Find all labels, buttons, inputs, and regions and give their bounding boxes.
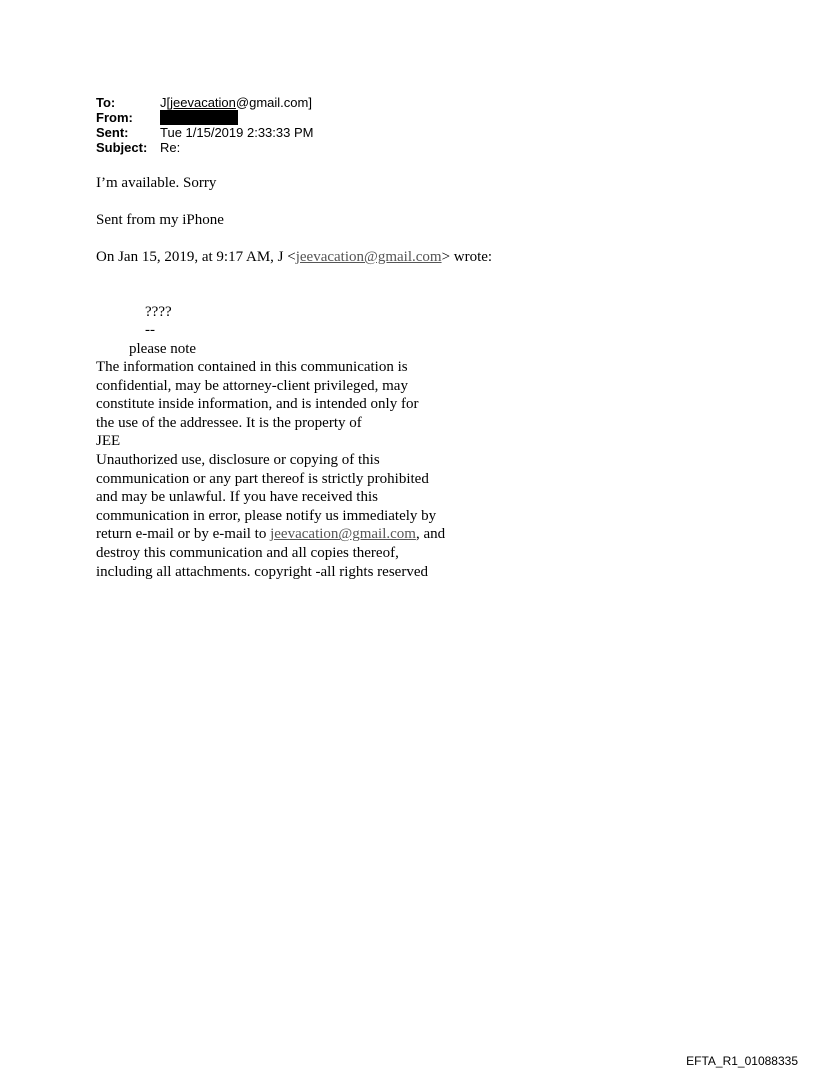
disclaimer-line: Unauthorized use, disclosure or copying of this <box>96 451 380 468</box>
disclaimer-line: constitute inside information, and is intended only for <box>96 396 419 413</box>
disclaimer-line-prefix: return e-mail or by e-mail to <box>96 526 271 543</box>
reply-text: I’m available. Sorry <box>96 175 217 191</box>
disclaimer-line: including all attachments. copyright -all rights reserved <box>96 563 428 580</box>
to-value <box>160 95 312 110</box>
disclaimer-line: communication or any part thereof is strictly prohibited <box>96 470 429 487</box>
quote-intro <box>96 248 492 266</box>
to-prefix: J[ <box>160 95 171 110</box>
from-row <box>96 110 313 125</box>
to-label: To: <box>96 95 116 110</box>
quoted-note: please note <box>129 341 197 357</box>
disclaimer-line: and may be unlawful. If you have received this <box>96 489 378 506</box>
sent-value: Tue 1/15/2019 2:33:33 PM <box>160 125 314 140</box>
disclaimer-line: destroy this communication and all copies thereof, <box>96 544 399 561</box>
disclaimer-line: confidential, may be attorney-client privileged, may <box>96 377 408 394</box>
sent-label: Sent: <box>96 125 129 140</box>
quote-intro-prefix: On Jan 15, 2019, at 9:17 AM, J < <box>96 249 296 265</box>
quote-intro-email-link[interactable]: jeevacation@gmail.com <box>295 249 442 265</box>
subject-row <box>96 140 313 155</box>
disclaimer-line: the use of the addressee. It is the property of <box>96 414 362 431</box>
document-id: EFTA_R1_01088335 <box>686 1054 798 1068</box>
disclaimer <box>96 358 445 581</box>
quoted-marks: ???? <box>145 304 172 320</box>
subject-label: Subject: <box>96 140 148 155</box>
to-suffix: @gmail.com] <box>235 95 312 110</box>
disclaimer-line: JEE <box>96 433 121 450</box>
subject-value: Re: <box>160 140 181 155</box>
disclaimer-line <box>96 525 445 544</box>
from-label: From: <box>96 110 133 125</box>
disclaimer-line-suffix: , and <box>415 526 446 543</box>
to-row <box>96 95 313 110</box>
redaction-box <box>160 110 238 125</box>
email-header <box>96 95 313 155</box>
quote-intro-suffix: > wrote: <box>441 249 493 265</box>
disclaimer-line: The information contained in this communication is <box>96 359 408 375</box>
quoted-separator: -- <box>145 322 155 338</box>
disclaimer-email-link[interactable]: jeevacation@gmail.com <box>270 526 416 543</box>
disclaimer-line: communication in error, please notify us immediately by <box>96 507 437 524</box>
to-email: jeevacation <box>170 95 236 110</box>
signature: Sent from my iPhone <box>96 212 224 228</box>
sent-row <box>96 125 313 140</box>
